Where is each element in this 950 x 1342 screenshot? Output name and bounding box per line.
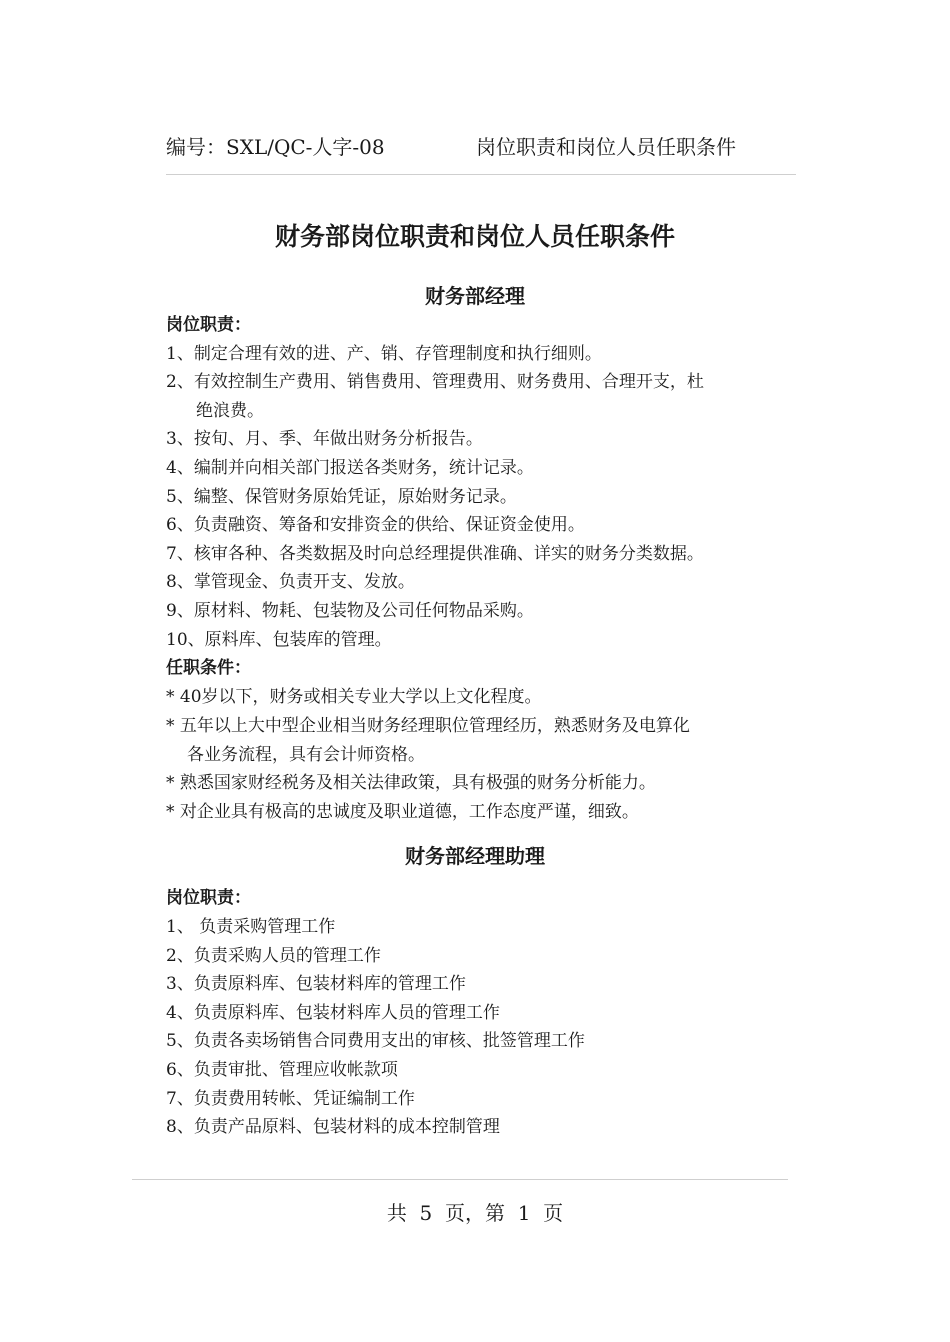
duty-item: 5、编整、保管财务原始凭证，原始财务记录。 xyxy=(166,487,517,507)
duties-label: 岗位职责： xyxy=(166,888,251,908)
duty-item: 9、原材料、物耗、包装物及公司任何物品采购。 xyxy=(166,601,534,621)
duty-item-continuation: 绝浪费。 xyxy=(196,401,264,421)
page-number: 共 5 页，第 1 页 xyxy=(386,1201,564,1225)
page-header xyxy=(166,131,796,163)
requirement-item: * 40岁以下，财务或相关专业大学以上文化程度。 xyxy=(166,687,542,707)
requirements-label: 任职条件： xyxy=(166,658,251,678)
document-code: 编号：SXL/QC-人字-08 xyxy=(166,135,385,159)
duty-item: 1、 负责采购管理工作 xyxy=(166,917,336,937)
requirement-item: * 五年以上大中型企业相当财务经理职位管理经历，熟悉财务及电算化 xyxy=(166,716,690,736)
footer-divider xyxy=(132,1179,788,1180)
requirement-item: * 对企业具有极高的忠诚度及职业道德，工作态度严谨，细致。 xyxy=(166,802,639,822)
duties-label: 岗位职责： xyxy=(166,315,251,335)
header-title: 岗位职责和岗位人员任职条件 xyxy=(476,135,736,159)
duty-item: 4、编制并向相关部门报送各类财务，统计记录。 xyxy=(166,458,534,478)
requirement-item-continuation: 各业务流程，具有会计师资格。 xyxy=(187,745,425,765)
duty-item: 3、按旬、月、季、年做出财务分析报告。 xyxy=(166,429,483,449)
page-title: 财务部岗位职责和岗位人员任职条件 xyxy=(274,222,675,251)
duty-item: 5、负责各卖场销售合同费用支出的审核、批签管理工作 xyxy=(166,1031,585,1051)
section-heading-manager-assistant: 财务部经理助理 xyxy=(405,844,545,868)
duty-item: 6、负责融资、筹备和安排资金的供给、保证资金使用。 xyxy=(166,515,585,535)
duty-item: 7、负责费用转帐、凭证编制工作 xyxy=(166,1089,415,1109)
duty-item: 3、负责原料库、包装材料库的管理工作 xyxy=(166,974,466,994)
duty-item: 2、有效控制生产费用、销售费用、管理费用、财务费用、合理开支，杜 xyxy=(166,372,704,392)
duty-item: 4、负责原料库、包装材料库人员的管理工作 xyxy=(166,1003,500,1023)
duty-item: 10、原料库、包装库的管理。 xyxy=(166,630,392,650)
duty-item: 7、核审各种、各类数据及时向总经理提供准确、详实的财务分类数据。 xyxy=(166,544,704,564)
duty-item: 8、负责产品原料、包装材料的成本控制管理 xyxy=(166,1117,500,1137)
duty-item: 2、负责采购人员的管理工作 xyxy=(166,946,381,966)
section-heading-finance-manager: 财务部经理 xyxy=(425,284,525,308)
header-divider xyxy=(166,174,796,175)
duty-item: 8、掌管现金、负责开支、发放。 xyxy=(166,572,415,592)
requirement-item: * 熟悉国家财经税务及相关法律政策，具有极强的财务分析能力。 xyxy=(166,773,656,793)
duty-item: 1、制定合理有效的进、产、销、存管理制度和执行细则。 xyxy=(166,344,602,364)
duty-item: 6、负责审批、管理应收帐款项 xyxy=(166,1060,398,1080)
